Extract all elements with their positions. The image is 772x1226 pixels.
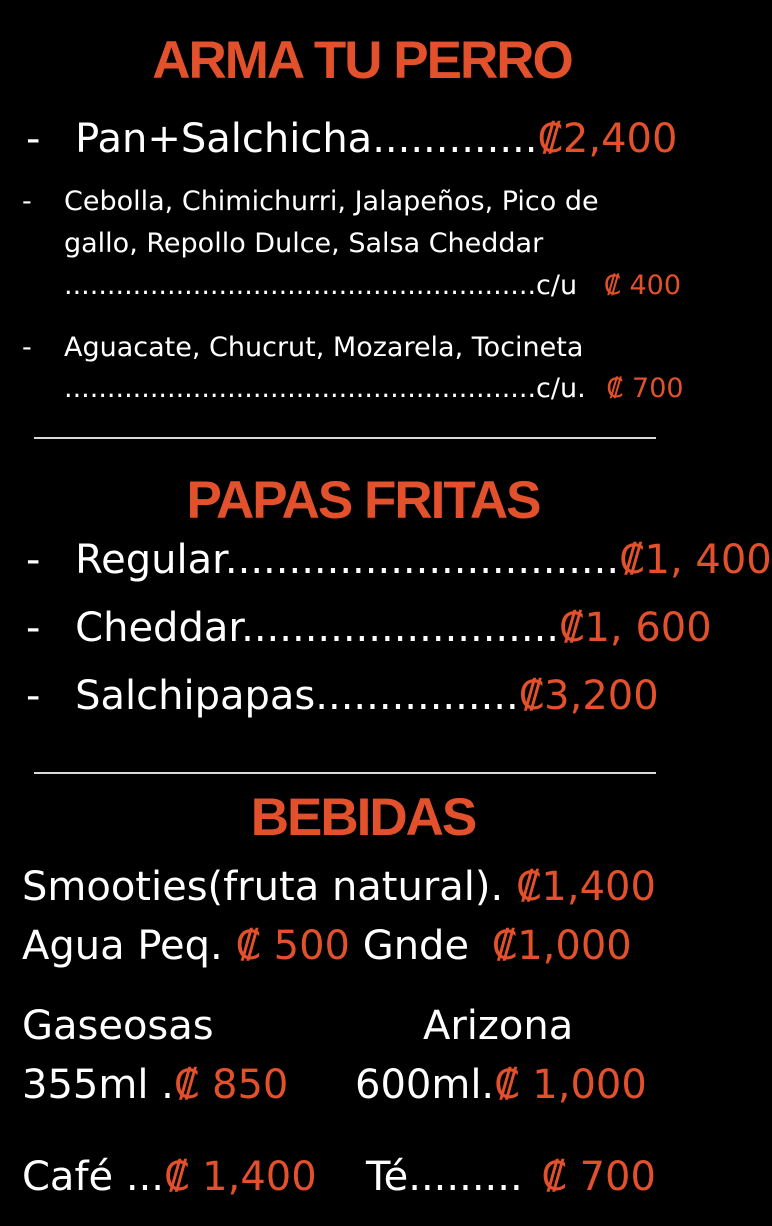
menu-item-agua bbox=[22, 923, 632, 969]
divider bbox=[34, 772, 656, 774]
item-label: Té......... bbox=[366, 1154, 523, 1200]
bullet: - bbox=[26, 605, 41, 651]
extras-price-row-1 bbox=[64, 270, 681, 301]
item-label-large: Gnde bbox=[362, 923, 470, 969]
item-label: Smooties(fruta natural). bbox=[22, 864, 504, 910]
menu-item-cafe bbox=[22, 1154, 317, 1200]
item-price: ₡ 400 bbox=[603, 270, 681, 301]
arizona-label: Arizona bbox=[423, 1003, 574, 1049]
item-price: ₡3,200 bbox=[518, 673, 659, 719]
item-price-small: ₡ 500 bbox=[235, 923, 350, 969]
gaseosas-label: Gaseosas bbox=[22, 1003, 214, 1049]
leader-dots: ............. bbox=[372, 116, 538, 162]
unit-label: c/u bbox=[536, 270, 578, 301]
leader-dots: ................ bbox=[315, 673, 519, 719]
item-label: Agua Peq. bbox=[22, 923, 223, 969]
section-title-bebidas: BEBIDAS bbox=[250, 788, 476, 847]
extras-line-1: Cebolla, Chimichurri, Jalapeños, Pico de bbox=[64, 186, 599, 217]
leader-dots: ......................... bbox=[241, 605, 559, 651]
item-price: ₡1, 400 bbox=[619, 537, 772, 583]
item-price: ₡ 700 bbox=[606, 373, 684, 404]
item-label: Regular bbox=[75, 537, 225, 583]
menu-item-te bbox=[366, 1154, 656, 1200]
menu-item-salchipapas bbox=[26, 673, 659, 719]
bullet: - bbox=[26, 116, 41, 162]
item-price: ₡ 1,000 bbox=[494, 1062, 647, 1108]
item-price: ₡2,400 bbox=[537, 116, 678, 162]
section-title-arma: ARMA TU PERRO bbox=[152, 31, 572, 90]
menu-item-arizona bbox=[355, 1062, 647, 1108]
item-label: Cheddar bbox=[75, 605, 242, 651]
item-price: ₡ 700 bbox=[541, 1154, 656, 1200]
menu-item-cheddar bbox=[26, 605, 712, 651]
extras-bullet-1: - bbox=[22, 186, 32, 217]
item-size: 600ml. bbox=[355, 1062, 495, 1108]
menu-item-gaseosas bbox=[22, 1062, 288, 1108]
item-label: Café ... bbox=[22, 1154, 164, 1200]
leader-dots: ....................................................... bbox=[64, 270, 537, 301]
leader-dots: ....................................................... bbox=[64, 373, 537, 404]
item-price: ₡1, 600 bbox=[559, 605, 712, 651]
menu-item-pan-salchicha bbox=[26, 116, 677, 162]
item-price: ₡ 1,400 bbox=[164, 1154, 317, 1200]
bullet: - bbox=[26, 537, 41, 583]
menu-item-regular bbox=[26, 537, 772, 583]
item-label: Salchipapas bbox=[75, 673, 316, 719]
item-size: 355ml . bbox=[22, 1062, 174, 1108]
extras-line-3: Aguacate, Chucrut, Mozarela, Tocineta bbox=[64, 332, 584, 363]
item-price: ₡ 850 bbox=[173, 1062, 289, 1108]
extras-price-row-2 bbox=[64, 373, 684, 404]
extras-line-2: gallo, Repollo Dulce, Salsa Cheddar bbox=[64, 228, 544, 259]
bullet: - bbox=[26, 673, 41, 719]
item-label: Pan+Salchicha bbox=[75, 116, 373, 162]
menu-item-smoothies bbox=[22, 864, 656, 910]
unit-label: c/u. bbox=[536, 373, 586, 404]
divider bbox=[34, 437, 656, 439]
section-title-papas: PAPAS FRITAS bbox=[186, 471, 540, 530]
leader-dots: ............................... bbox=[224, 537, 620, 583]
item-price: ₡1,400 bbox=[515, 864, 656, 910]
extras-bullet-2: - bbox=[22, 332, 32, 363]
item-price-large: ₡1,000 bbox=[491, 923, 632, 969]
